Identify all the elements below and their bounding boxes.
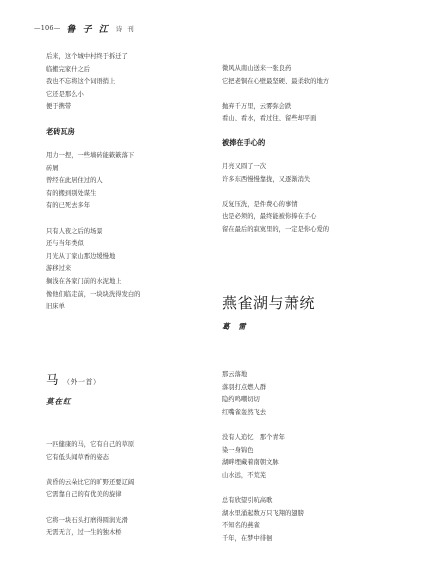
page-header bbox=[34, 22, 135, 34]
poem-line: 只有人夜之后的场景 bbox=[46, 227, 103, 235]
poem-horse bbox=[46, 370, 134, 540]
stanza-gap bbox=[222, 482, 304, 495]
poem-line: 旧床单 bbox=[46, 303, 65, 311]
poem-line: 隐约鸣嘲切切 bbox=[222, 396, 260, 404]
poem-line: 像他们临走前，一块块洗得发白的 bbox=[46, 290, 141, 298]
stanza-gap bbox=[46, 213, 140, 226]
poem-line: 它有低头闻草香的姿态 bbox=[46, 453, 109, 461]
poem-line: 不知名的燕雀 bbox=[222, 522, 260, 530]
poem-line: 搁浅在各家门前的水泥地上 bbox=[46, 277, 122, 285]
poem-line: 它把老铜在心壁最坚硬、最柔软的地方 bbox=[222, 77, 330, 85]
poem-palm bbox=[222, 138, 329, 237]
poem-lake-body bbox=[222, 369, 304, 545]
poem-title: 被捧在手心的 bbox=[222, 138, 266, 147]
poem-line: 湖畔埋藏着南朝文脉 bbox=[222, 459, 279, 467]
poem-line: 湖水里涌起数万只飞翔的翅膀 bbox=[222, 509, 304, 517]
poem-line: 反复压洗，是件费心的事情 bbox=[222, 200, 298, 208]
poem-title: 马 bbox=[46, 372, 60, 387]
poem-line: 微风从南山送来一张良药 bbox=[222, 65, 292, 72]
poem-title: 燕雀湖与萧统 bbox=[222, 294, 316, 312]
poem-line: 千年，在梦中徘徊 bbox=[222, 534, 273, 542]
stanza-gap bbox=[46, 464, 134, 477]
poem-line: 临搬完家什之后 bbox=[46, 65, 91, 73]
stanza-gap bbox=[222, 88, 329, 101]
poem-line: 没有人追忆 那个青年 bbox=[222, 433, 285, 441]
poem-line: 曾经在此居住过的人 bbox=[46, 177, 103, 185]
poem-line: 它将一块石头打磨得圆润光滑 bbox=[46, 516, 128, 524]
magazine-logo-text: 鲁 子 江 bbox=[66, 24, 110, 35]
poem-author: 莫在红 bbox=[46, 397, 72, 406]
poem-line: 黄昏的云朵比它的旷野还要辽阔 bbox=[46, 478, 135, 486]
poem-line: 无需无言，过一生的独木桥 bbox=[46, 529, 122, 537]
poem-title: 老砖瓦房 bbox=[46, 127, 75, 136]
poem-line: 总有欣望引吭高歌 bbox=[222, 496, 273, 504]
poem-line: 有的搬到别处谋生 bbox=[46, 189, 97, 197]
poem-subtitle: （外一首） bbox=[63, 378, 101, 386]
poem-line: 月亮又圆了一次 bbox=[222, 163, 267, 170]
poem-line: 红嘴雀轰然飞去 bbox=[222, 408, 267, 416]
poem-line: 留在最后的寂寞里的，一定是你心爱的 bbox=[222, 225, 330, 233]
poem-author: 葛 雷 bbox=[222, 322, 249, 331]
poem-line: 砖屑 bbox=[46, 164, 59, 172]
poem-line: 看山、看水，看过往、留些却平面 bbox=[222, 115, 317, 123]
poem-line: 许多东西慢慢靠拢，又逐渐消失 bbox=[222, 175, 311, 183]
poem-title-row bbox=[46, 370, 134, 388]
poem-lake-heading bbox=[222, 292, 315, 332]
right-continuation bbox=[222, 63, 329, 126]
poem-line: 一匹健康的马，它有自己的草原 bbox=[46, 441, 135, 448]
poem-line: 用力一捏，一些墙砖能簌簌落下 bbox=[46, 152, 135, 159]
poem-line: 那云落地 bbox=[222, 371, 248, 378]
poem-line: 还与当年类似 bbox=[46, 240, 84, 248]
section-label: 诗 刊 bbox=[115, 24, 136, 33]
stanza-gap bbox=[222, 186, 329, 199]
poem-line: 便于携带 bbox=[46, 103, 72, 111]
poem-line: 染一身锦色 bbox=[222, 446, 254, 454]
poem-line: 我也不忘将这个词语捎上 bbox=[46, 78, 116, 86]
poem-line: 月光从丁家山那边缓慢地 bbox=[46, 252, 116, 260]
stanza-gap bbox=[46, 502, 134, 515]
poem-line: 抛弃千万里，云雾弥会跌 bbox=[222, 102, 292, 110]
poem-line: 它还是那么小 bbox=[46, 90, 84, 98]
stanza-gap bbox=[222, 419, 304, 432]
poem-line: 山水远，不荒芜 bbox=[222, 471, 267, 479]
poem-line: 落羽打点燃人群 bbox=[222, 383, 267, 391]
page-number: —106— bbox=[34, 24, 61, 32]
poem-line: 有的已死去多年 bbox=[46, 202, 91, 210]
poem-brick-wall bbox=[46, 127, 140, 314]
poem-line: 它需靠自己的有优美的旋律 bbox=[46, 491, 122, 499]
left-continuation bbox=[46, 51, 128, 114]
poem-line: 后来，这个城中村终于拆迁了 bbox=[46, 53, 128, 60]
poem-line: 也是必须的，最终能被你捧在手心 bbox=[222, 213, 317, 221]
poem-line: 游移过来 bbox=[46, 265, 72, 273]
